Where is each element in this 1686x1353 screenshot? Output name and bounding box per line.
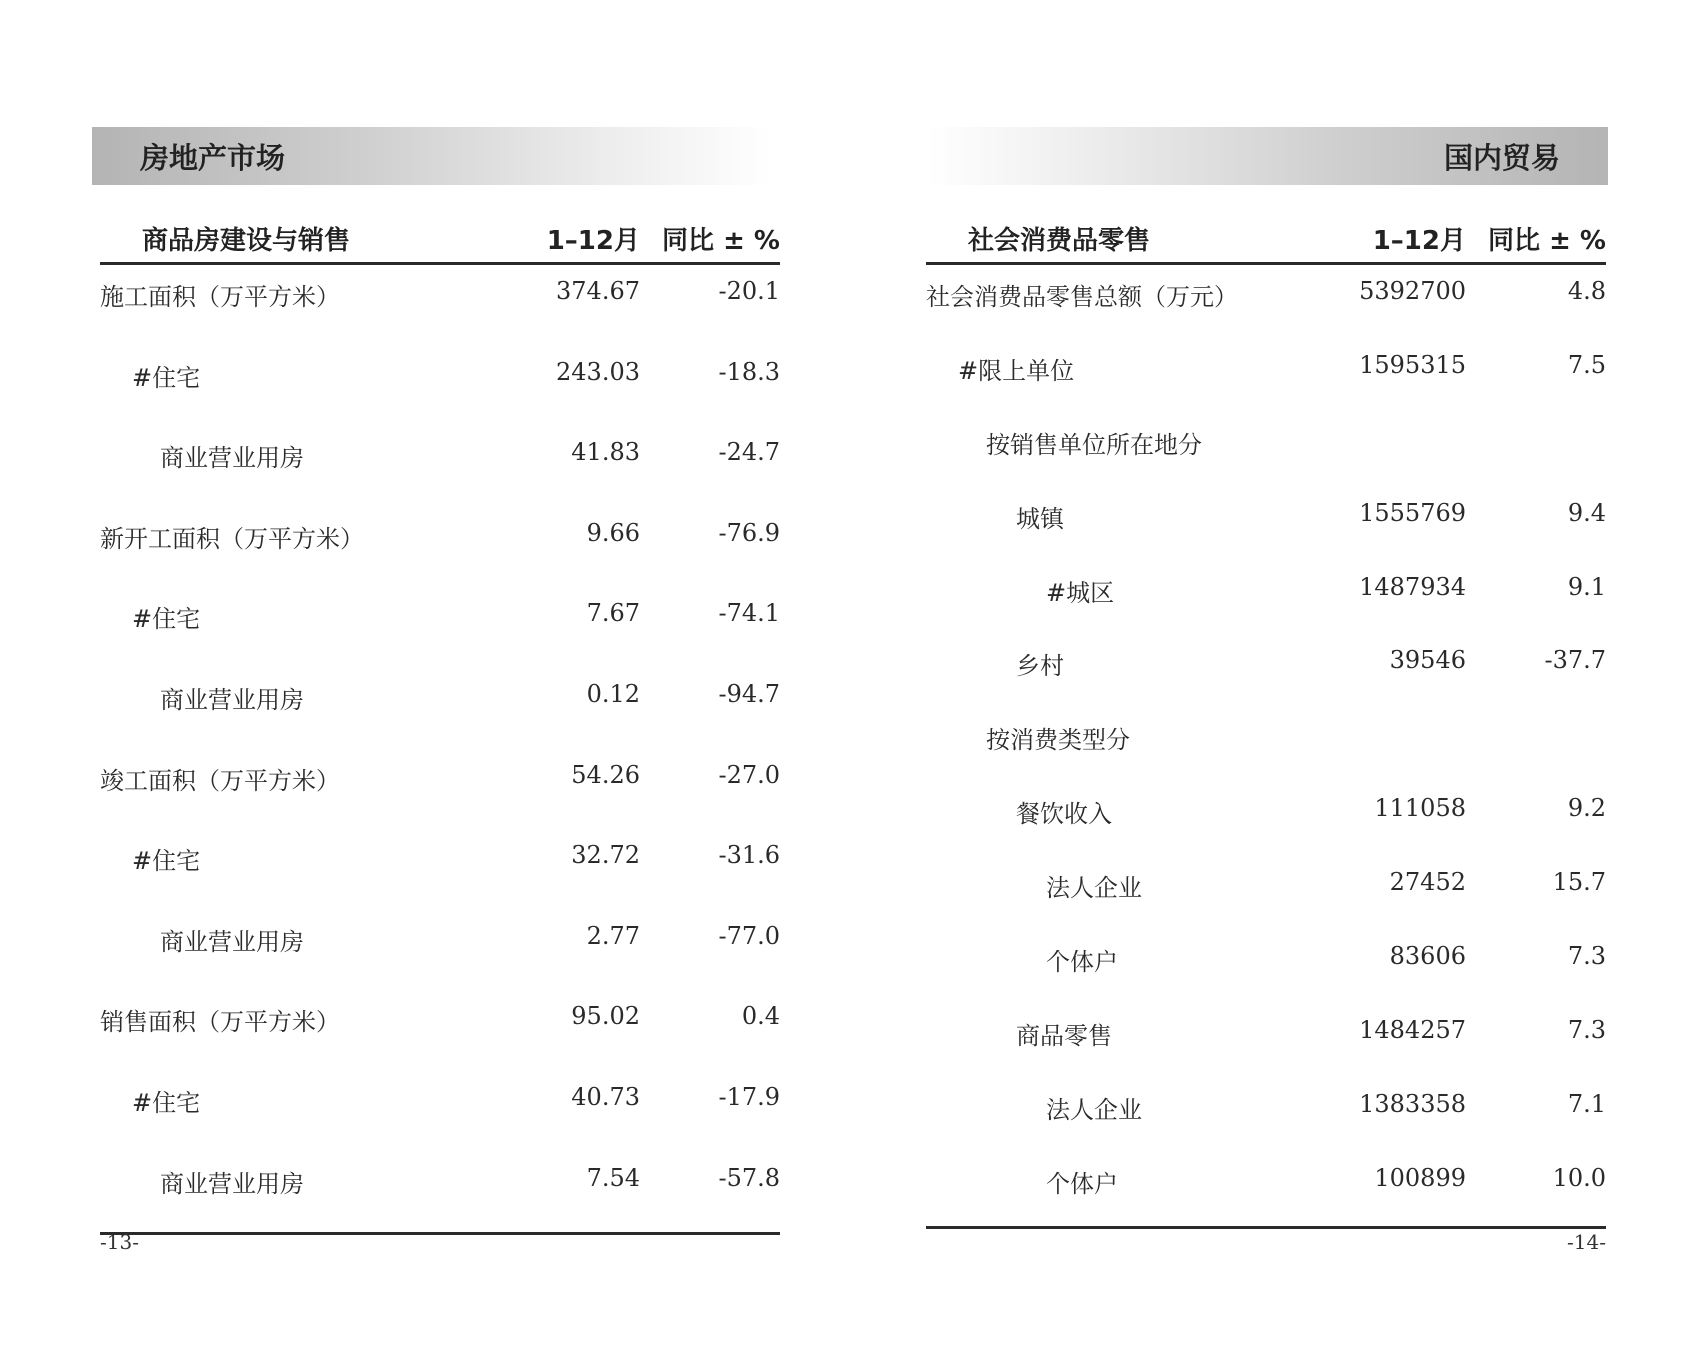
row-change: -37.7 bbox=[1544, 646, 1606, 675]
row-label: #城区 bbox=[1046, 578, 1115, 607]
table-row bbox=[100, 668, 780, 749]
row-label: #住宅 bbox=[132, 1088, 201, 1117]
row-change: 7.3 bbox=[1567, 1015, 1606, 1044]
row-value: 7.67 bbox=[586, 599, 640, 628]
row-label: 个体户 bbox=[1046, 1169, 1118, 1198]
row-label: 商业营业用房 bbox=[160, 927, 304, 956]
table-row bbox=[926, 634, 1606, 708]
table-row bbox=[100, 587, 780, 668]
row-change: 7.5 bbox=[1567, 350, 1606, 379]
row-change: -31.6 bbox=[718, 841, 780, 870]
table-row bbox=[926, 1004, 1606, 1078]
row-value: 54.26 bbox=[571, 760, 640, 789]
table-body bbox=[100, 265, 780, 1232]
housing-table bbox=[100, 214, 780, 1235]
row-change: 4.8 bbox=[1567, 277, 1606, 305]
row-value: 1484257 bbox=[1359, 1015, 1466, 1044]
row-value: 1487934 bbox=[1359, 572, 1466, 601]
table-row bbox=[926, 1078, 1606, 1152]
table-bottom-rule bbox=[926, 1226, 1606, 1229]
row-value: 27452 bbox=[1389, 868, 1466, 897]
row-change: -17.9 bbox=[718, 1082, 780, 1111]
section-banner bbox=[928, 127, 1608, 185]
row-label: 商业营业用房 bbox=[160, 685, 304, 714]
row-label: 销售面积（万平方米） bbox=[100, 1008, 340, 1037]
table-row bbox=[926, 339, 1606, 413]
table-row bbox=[926, 782, 1606, 856]
row-label: 商业营业用房 bbox=[160, 444, 304, 473]
page-number: -13- bbox=[100, 1230, 139, 1254]
retail-table bbox=[926, 214, 1606, 1229]
row-label: 商品零售 bbox=[1016, 1021, 1112, 1050]
period-header: 1–12月 bbox=[1372, 226, 1466, 256]
row-label: #住宅 bbox=[132, 363, 201, 392]
row-change: 7.3 bbox=[1567, 942, 1606, 971]
table-row bbox=[100, 990, 780, 1071]
table-row bbox=[926, 708, 1606, 782]
row-value: 0.12 bbox=[586, 679, 640, 708]
row-value: 1555769 bbox=[1359, 498, 1466, 527]
table-row bbox=[100, 426, 780, 507]
row-value: 9.66 bbox=[586, 518, 640, 547]
row-change: -77.0 bbox=[718, 921, 780, 950]
table-row bbox=[926, 856, 1606, 930]
section-title: 房地产市场 bbox=[140, 140, 286, 175]
row-label: 城镇 bbox=[1016, 504, 1064, 533]
row-label: 施工面积（万平方米） bbox=[100, 283, 340, 311]
table-row bbox=[100, 1071, 780, 1152]
row-label: 餐饮收入 bbox=[1016, 800, 1112, 829]
row-change: 9.2 bbox=[1567, 794, 1606, 823]
row-value: 1595315 bbox=[1359, 350, 1466, 379]
table-row bbox=[926, 413, 1606, 487]
table-row bbox=[926, 930, 1606, 1004]
row-label: #住宅 bbox=[132, 847, 201, 876]
row-change: -27.0 bbox=[718, 760, 780, 789]
row-value: 5392700 bbox=[1359, 277, 1466, 305]
row-change: -20.1 bbox=[718, 277, 780, 305]
row-label: #住宅 bbox=[132, 605, 201, 634]
change-header: 同比 ± % bbox=[662, 226, 780, 256]
table-row bbox=[100, 829, 780, 910]
row-value: 7.54 bbox=[586, 1163, 640, 1192]
row-value: 2.77 bbox=[586, 921, 640, 950]
row-label: 按消费类型分 bbox=[986, 726, 1130, 755]
row-value: 39546 bbox=[1389, 646, 1466, 675]
table-body bbox=[926, 265, 1606, 1226]
row-label: 乡村 bbox=[1016, 652, 1064, 681]
change-header: 同比 ± % bbox=[1488, 226, 1606, 256]
table-row bbox=[100, 749, 780, 830]
row-value: 83606 bbox=[1389, 942, 1466, 971]
row-change: 9.4 bbox=[1567, 498, 1606, 527]
table-row bbox=[926, 265, 1606, 339]
row-label: 法人企业 bbox=[1046, 1095, 1142, 1124]
row-label: 法人企业 bbox=[1046, 874, 1142, 903]
row-change: 0.4 bbox=[741, 1002, 780, 1031]
table-row bbox=[100, 346, 780, 427]
table-title: 社会消费品零售 bbox=[968, 226, 1151, 256]
period-header: 1–12月 bbox=[546, 226, 640, 256]
row-label: 商业营业用房 bbox=[160, 1169, 304, 1198]
row-value: 41.83 bbox=[571, 438, 640, 467]
section-title: 国内贸易 bbox=[1443, 140, 1560, 175]
row-change: -74.1 bbox=[718, 599, 780, 628]
table-header bbox=[926, 214, 1606, 265]
row-value: 95.02 bbox=[571, 1002, 640, 1031]
table-header bbox=[100, 214, 780, 265]
table-row bbox=[926, 487, 1606, 561]
row-change: -18.3 bbox=[718, 357, 780, 386]
row-value: 40.73 bbox=[571, 1082, 640, 1111]
row-value: 32.72 bbox=[571, 841, 640, 870]
row-label: 按销售单位所在地分 bbox=[986, 430, 1202, 459]
row-change: -57.8 bbox=[718, 1163, 780, 1192]
row-value: 1383358 bbox=[1359, 1089, 1466, 1118]
row-value: 374.67 bbox=[556, 277, 640, 305]
row-change: -24.7 bbox=[718, 438, 780, 467]
row-label: 社会消费品零售总额（万元） bbox=[926, 283, 1238, 311]
row-change: 7.1 bbox=[1567, 1089, 1606, 1118]
row-change: -94.7 bbox=[718, 679, 780, 708]
row-label: #限上单位 bbox=[958, 356, 1075, 385]
table-row bbox=[100, 1152, 780, 1233]
row-label: 个体户 bbox=[1046, 948, 1118, 977]
row-label: 新开工面积（万平方米） bbox=[100, 524, 364, 553]
row-change: 9.1 bbox=[1567, 572, 1606, 601]
row-change: 15.7 bbox=[1552, 868, 1606, 897]
table-row bbox=[100, 265, 780, 346]
table-row bbox=[926, 1152, 1606, 1226]
table-row bbox=[926, 561, 1606, 635]
table-bottom-rule bbox=[100, 1232, 780, 1235]
row-change: 10.0 bbox=[1552, 1163, 1606, 1192]
page-number: -14- bbox=[1567, 1230, 1606, 1254]
row-change: -76.9 bbox=[718, 518, 780, 547]
right-page bbox=[843, 0, 1686, 1353]
table-title: 商品房建设与销售 bbox=[142, 226, 351, 256]
row-value: 111058 bbox=[1374, 794, 1466, 823]
row-value: 100899 bbox=[1374, 1163, 1466, 1192]
section-banner bbox=[92, 127, 772, 185]
row-value: 243.03 bbox=[556, 357, 640, 386]
table-row bbox=[100, 910, 780, 991]
table-row bbox=[100, 507, 780, 588]
row-label: 竣工面积（万平方米） bbox=[100, 766, 340, 795]
